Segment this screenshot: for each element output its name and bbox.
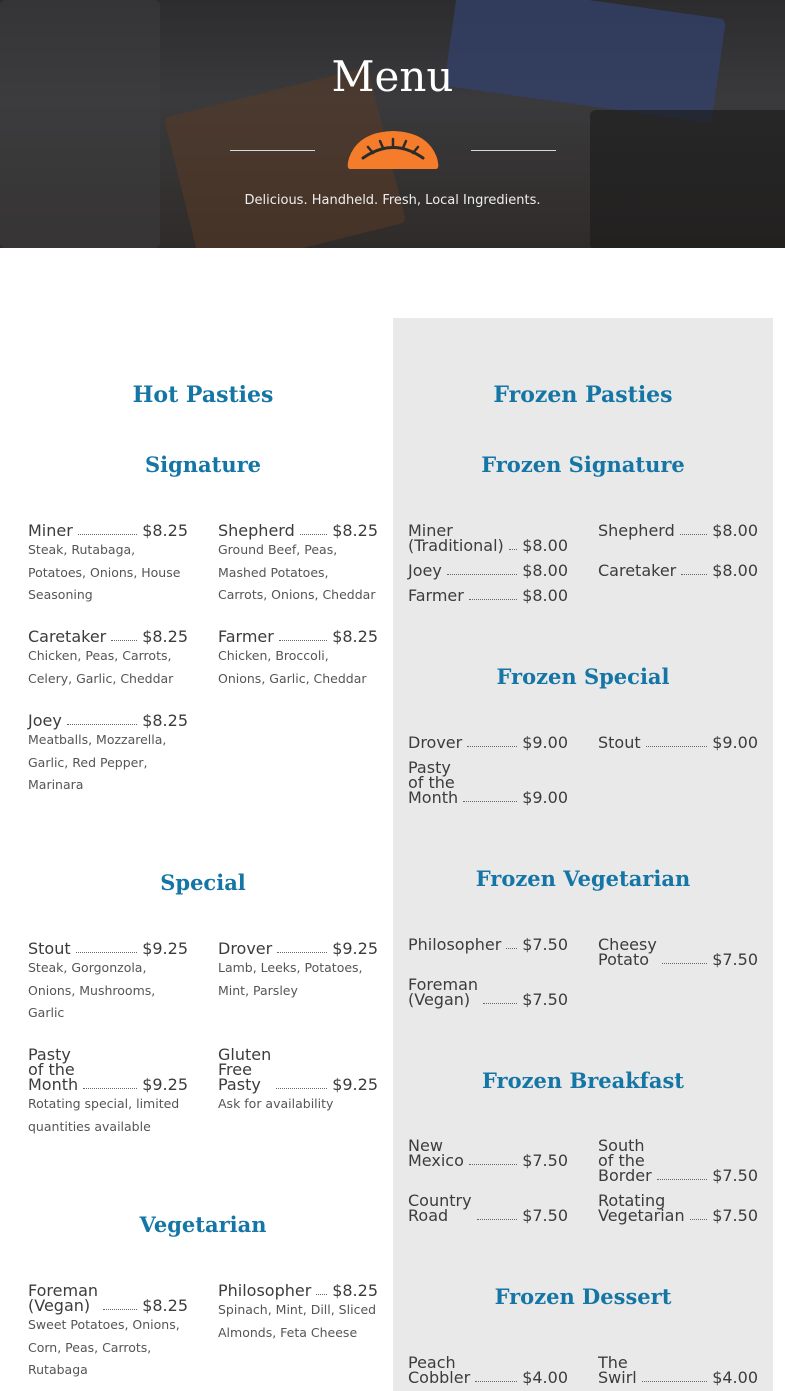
menu-item: [598, 937, 758, 967]
item-price: $4.00: [522, 1368, 568, 1387]
leader-dots: [469, 1164, 517, 1165]
item-price: $7.50: [522, 1206, 568, 1225]
menu-item: [408, 937, 568, 952]
item-description: Chicken, Peas, Carrots, Celery, Garlic, Cheddar: [28, 648, 174, 686]
item-name: Rotating Vegetarian: [598, 1191, 685, 1225]
frozen-pasties-heading: Frozen Pasties: [493, 382, 673, 408]
item-price: $7.50: [522, 990, 568, 1009]
pasty-icon: [346, 128, 440, 172]
frozen-panel: [393, 318, 773, 1391]
menu-item: [598, 563, 758, 578]
item-description: Sweet Potatoes, Onions, Corn, Peas, Carrots, Rutabaga: [28, 1317, 180, 1377]
menu-item: [598, 1193, 758, 1223]
leader-dots: [83, 1088, 137, 1089]
menu-item: [218, 1047, 378, 1116]
item-name: Drover: [218, 939, 273, 958]
item-price: $8.25: [142, 521, 188, 540]
menu-item: [218, 1283, 378, 1344]
item-price: $8.25: [142, 627, 188, 646]
item-price: $8.25: [142, 711, 188, 730]
menu-item: [408, 588, 568, 603]
item-price: $8.25: [332, 521, 378, 540]
frozen-breakfast-heading: Frozen Breakfast: [482, 1068, 684, 1093]
signature-heading: Signature: [144, 452, 262, 477]
menu-item: [28, 713, 188, 797]
hero-banner: [0, 0, 785, 248]
menu-item: [408, 523, 568, 553]
menu-item: [408, 1193, 568, 1223]
page-title: Menu: [331, 52, 454, 101]
leader-dots: [300, 534, 327, 535]
item-price: $9.25: [332, 1075, 378, 1094]
item-name: Joey: [408, 561, 442, 580]
item-name: Cheesy Potato: [598, 935, 657, 969]
item-price: $9.25: [142, 1075, 188, 1094]
leader-dots: [316, 1294, 327, 1295]
leader-dots: [277, 952, 327, 953]
leader-dots: [509, 549, 517, 550]
item-description: Spinach, Mint, Dill, Sliced Almonds, Feta Cheese: [218, 1302, 377, 1340]
menu-item: [598, 523, 758, 538]
leader-dots: [690, 1219, 708, 1220]
item-price: $8.00: [522, 561, 568, 580]
special-heading: Special: [160, 870, 246, 895]
menu-item: [218, 523, 378, 607]
item-price: $9.00: [522, 733, 568, 752]
item-name: Gluten Free Pasty: [218, 1045, 272, 1094]
leader-dots: [642, 1381, 707, 1382]
item-name: Philosopher: [218, 1281, 312, 1300]
item-name: Shepherd: [598, 521, 675, 540]
item-description: Ask for availability: [218, 1096, 334, 1111]
item-name: Country Road: [408, 1191, 472, 1225]
item-price: $8.25: [142, 1296, 188, 1315]
item-price: $9.25: [332, 939, 378, 958]
leader-dots: [483, 1003, 517, 1004]
leader-dots: [103, 1309, 137, 1310]
item-name: South of the Border: [598, 1136, 652, 1185]
leader-dots: [279, 640, 327, 641]
menu-item: [408, 1355, 568, 1385]
item-price: $7.50: [522, 1151, 568, 1170]
item-price: $8.00: [712, 521, 758, 540]
item-description: Meatballs, Mozzarella, Garlic, Red Pepper, Marinara: [28, 732, 167, 792]
item-name: Farmer: [408, 586, 464, 605]
item-price: $8.25: [332, 1281, 378, 1300]
hot-pasties-heading: Hot Pasties: [132, 382, 274, 408]
item-description: Steak, Gorgonzola, Onions, Mushrooms, Garlic: [28, 960, 156, 1020]
item-name: The Swirl: [598, 1353, 637, 1387]
item-price: $7.50: [522, 935, 568, 954]
item-price: $8.00: [712, 561, 758, 580]
menu-item: [598, 1138, 758, 1183]
item-description: Chicken, Broccoli, Onions, Garlic, Cheddar: [218, 648, 367, 686]
item-description: Steak, Rutabaga, Potatoes, Onions, House Seasoning: [28, 542, 181, 602]
menu-item: [28, 1047, 188, 1138]
item-name: Pasty of the Month: [28, 1045, 79, 1094]
vegetarian-heading: Vegetarian: [139, 1212, 267, 1237]
leader-dots: [681, 574, 707, 575]
item-name: Philosopher: [408, 935, 502, 954]
menu-item: [28, 1283, 188, 1382]
frozen-signature-heading: Frozen Signature: [481, 452, 685, 477]
leader-dots: [467, 746, 517, 747]
menu-item: [218, 629, 378, 690]
item-price: $9.00: [522, 788, 568, 807]
hero-bg-shadow: [590, 110, 785, 248]
menu-item: [28, 941, 188, 1025]
item-price: $7.50: [712, 950, 758, 969]
menu-item: [408, 1138, 568, 1168]
item-name: Joey: [28, 711, 62, 730]
item-description: Rotating special, limited quantities available: [28, 1096, 180, 1134]
item-price: $9.00: [712, 733, 758, 752]
item-name: Stout: [28, 939, 71, 958]
item-name: Caretaker: [598, 561, 677, 580]
item-price: $8.00: [522, 586, 568, 605]
item-name: Shepherd: [218, 521, 295, 540]
frozen-special-heading: Frozen Special: [496, 664, 670, 689]
menu-item: [218, 941, 378, 1002]
leader-dots: [646, 746, 708, 747]
leader-dots: [477, 1219, 518, 1220]
leader-dots: [680, 534, 707, 535]
item-price: $8.25: [332, 627, 378, 646]
item-name: Foreman (Vegan): [408, 975, 479, 1009]
leader-dots: [76, 952, 138, 953]
item-price: $9.25: [142, 939, 188, 958]
menu-item: [28, 523, 188, 607]
menu-item: [598, 735, 758, 750]
item-name: Miner (Traditional): [408, 521, 504, 555]
hero-divider-left: [230, 150, 315, 151]
item-name: New Mexico: [408, 1136, 464, 1170]
item-name: Foreman (Vegan): [28, 1281, 99, 1315]
leader-dots: [67, 724, 137, 725]
item-name: Stout: [598, 733, 641, 752]
leader-dots: [662, 963, 707, 964]
item-name: Pasty of the Month: [408, 758, 459, 807]
hero-divider-right: [471, 150, 556, 151]
item-name: Farmer: [218, 627, 274, 646]
menu-item: [598, 1355, 758, 1385]
item-description: Ground Beef, Peas, Mashed Potatoes, Carrots, Onions, Cheddar: [218, 542, 376, 602]
menu-item: [408, 563, 568, 578]
menu-item: [408, 760, 568, 805]
leader-dots: [657, 1179, 708, 1180]
leader-dots: [447, 574, 517, 575]
leader-dots: [78, 534, 137, 535]
frozen-dessert-heading: Frozen Dessert: [494, 1284, 672, 1309]
leader-dots: [276, 1088, 327, 1089]
menu-item: [408, 735, 568, 750]
leader-dots: [469, 599, 517, 600]
hero-bg-wall: [0, 0, 160, 248]
item-name: Peach Cobbler: [408, 1353, 471, 1387]
tagline: Delicious. Handheld. Fresh, Local Ingredients.: [244, 193, 541, 208]
item-name: Caretaker: [28, 627, 107, 646]
frozen-vegetarian-heading: Frozen Vegetarian: [475, 866, 691, 891]
item-price: $7.50: [712, 1206, 758, 1225]
item-description: Lamb, Leeks, Potatoes, Mint, Parsley: [218, 960, 363, 998]
leader-dots: [111, 640, 137, 641]
leader-dots: [506, 948, 517, 949]
item-name: Miner: [28, 521, 73, 540]
item-price: $8.00: [522, 536, 568, 555]
item-price: $4.00: [712, 1368, 758, 1387]
item-price: $7.50: [712, 1166, 758, 1185]
leader-dots: [463, 801, 517, 802]
menu-item: [408, 977, 568, 1007]
menu-item: [28, 629, 188, 690]
leader-dots: [475, 1381, 517, 1382]
item-name: Drover: [408, 733, 463, 752]
